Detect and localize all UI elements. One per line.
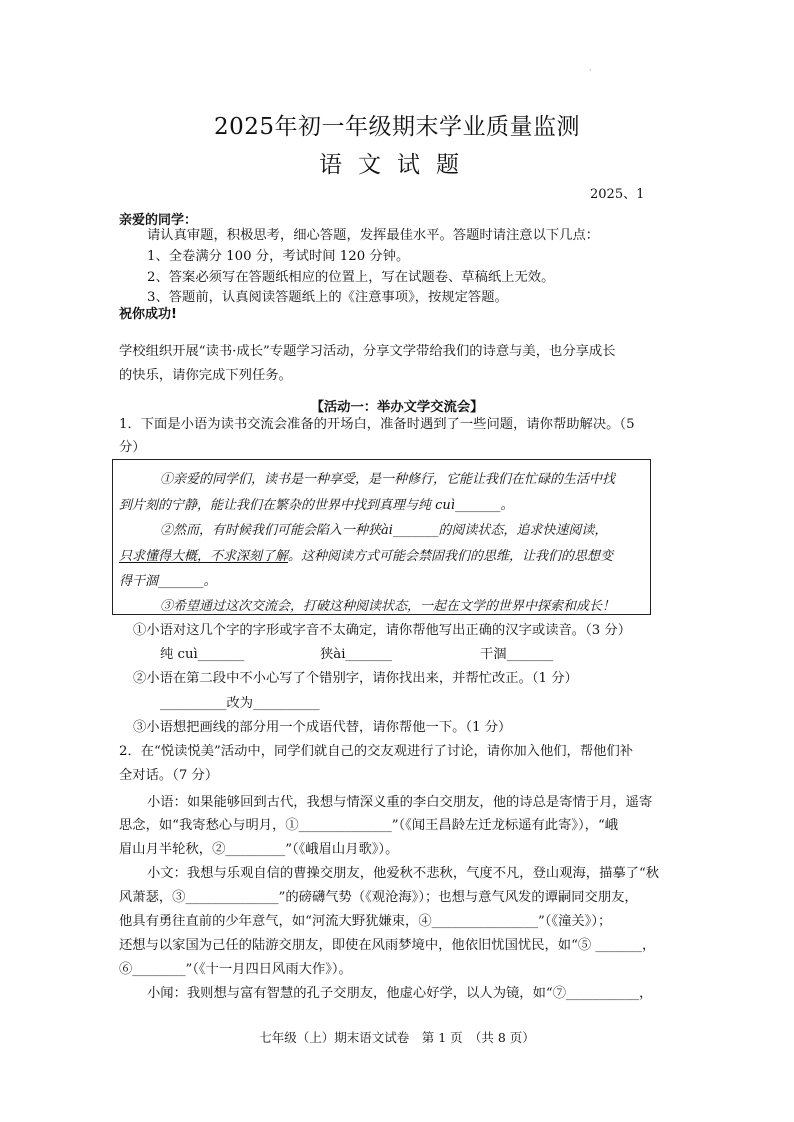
intro-line-1: 请认真审题，积极思考，细心答题，发挥最佳水平。答题时请注意以下几点：: [147, 228, 600, 243]
q2-line-6: 他具有勇往直前的少年意气，如“河流大野犹嫌束，④________________”（《潼关》）；: [119, 914, 612, 929]
q1-sub-2: ②小语在第二段中不小心写了个错别字，请你找出来，并帮忙改正。（1 分）: [133, 671, 578, 686]
q1-sub-1-blank-a: 纯 cuì_______: [160, 647, 245, 662]
q2-line-5: 风萧瑟，③______________”的磅礴气势（《观沧海》）；也想与意气风发的谭嗣同交朋友，: [119, 890, 638, 905]
q2-line-9: 小闻：我则想与富有智慧的孔子交朋友，他虚心好学，以人为镜，如“⑦___________，: [147, 986, 653, 1001]
intro-line-4: 3、答题前，认真阅读答题纸上的《注意事项》，按规定答题。: [147, 290, 508, 305]
preface-line-1: 学校组织开展“读书·成长”专题学习活动，分享文学带给我们的诗意与美，也分享成长: [119, 344, 616, 359]
box-line-2: 到片刻的宁静，能让我们在繁杂的世界中找到真理与纯 cuì_______。: [119, 498, 514, 513]
intro-wish: 祝你成功!: [119, 307, 177, 322]
underlined-phrase: 只求懂得大概，不求深刻了解: [119, 549, 289, 564]
q2-line-2: 思念，如“我寄愁心与明月，①______________”（《闻王昌龄左迁龙标遥有此寄》），“峨: [119, 818, 619, 833]
box-line-1: ①亲爱的同学们，读书是一种享受，是一种修行，它能让我们在忙碌的生活中找: [160, 472, 616, 487]
page-footer: 七年级（上）期末语文试卷 第 1 页 （共 8 页）: [259, 1030, 535, 1045]
box-line-5: 得干涸_______。: [119, 574, 217, 589]
q2-line-1: 小语：如果能够回到古代，我想与情深义重的李白交朋友，他的诗总是寄情于月，遥寄: [147, 795, 653, 810]
q1-stem-line-1: 1．下面是小语为读书交流会准备的开场白，准备时遇到了一些问题，请你帮助解决。（5: [119, 417, 635, 432]
q1-stem-line-2: 分）: [119, 440, 146, 455]
preface-line-2: 的快乐，请你完成下列任务。: [119, 368, 292, 383]
exam-title: 2025年初一年级期末学业质量监测: [213, 114, 581, 140]
q1-sub-1-blank-c: 干涸_______: [480, 647, 554, 662]
q2-stem-line-2: 全对话。（7 分）: [119, 768, 219, 783]
q2-line-3: 眉山月半轮秋，②_________”（《峨眉山月歌》）。: [119, 842, 399, 857]
box-line-4-rest: 。这种阅读方式可能会禁固我们的思维，让我们的思想变: [288, 549, 614, 564]
box-line-3: ②然而，有时候我们可能会陷入一种狭ài_______的阅读状态，追求快速阅读，: [160, 523, 608, 538]
intro-line-2: 1、全卷满分 100 分，考试时间 120 分钟。: [147, 249, 410, 264]
q2-line-7: 还想与以家国为己任的陆游交朋友，即使在风雨梦境中，他依旧忧国忧民，如“⑤ _______，: [119, 938, 656, 953]
q1-sub-2-blank: __________改为__________: [160, 696, 320, 711]
box-line-6: ③希望通过这次交流会，打破这种阅读状态，一起在文学的世界中探索和成长！: [160, 599, 616, 614]
exam-date: 2025、1: [590, 187, 645, 202]
q2-line-8: ⑥________”（《十一月四日风雨大作》）。: [119, 962, 352, 977]
box-line-4: [119, 545, 613, 564]
q2-line-4: 小文：我想与乐观自信的曹操交朋友，他爱秋不悲秋，气度不凡，登山观海，描摹了“秋: [147, 866, 660, 881]
intro-greeting: 亲爱的同学：: [119, 213, 198, 228]
q1-sub-3: ③小语想把画线的部分用一个成语代替，请你帮他一下。（1 分）: [133, 720, 512, 735]
q1-sub-1-blank-b: 狭ài_______: [320, 647, 393, 662]
q1-sub-1: ①小语对这几个字的字形或字音不太确定，请你帮他写出正确的汉字或读音。（3 分）: [133, 623, 632, 638]
q2-stem-line-1: 2．在“悦读悦美”活动中，同学们就自己的交友观进行了讨论，请你加入他们，帮他们补: [119, 744, 634, 759]
corner-mark: ·: [589, 66, 592, 75]
intro-line-3: 2、答案必须写在答题纸相应的位置上，写在试题卷、草稿纸上无效。: [147, 270, 555, 285]
activity-1-heading: 【活动一：举办文学交流会】: [310, 400, 484, 415]
exam-subtitle: 语文试题: [319, 152, 475, 178]
